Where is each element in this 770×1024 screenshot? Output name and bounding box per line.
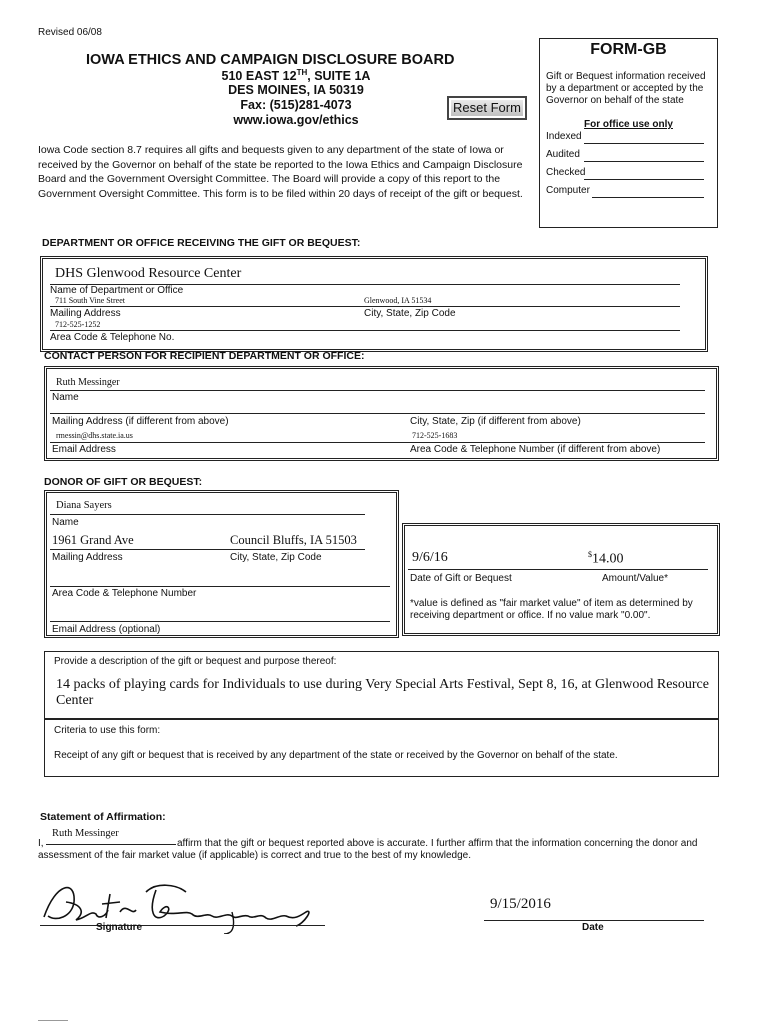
department-name-value[interactable]: DHS Glenwood Resource Center bbox=[55, 266, 242, 281]
department-city-value[interactable]: Glenwood, IA 51534 bbox=[364, 296, 432, 305]
department-name-label: Name of Department or Office bbox=[50, 285, 184, 296]
org-address-line2: DES MOINES, IA 50319 bbox=[228, 83, 364, 97]
indexed-label: Indexed bbox=[546, 131, 582, 142]
donor-section bbox=[44, 490, 399, 638]
department-phone-value[interactable]: 712-525-1252 bbox=[55, 320, 101, 329]
donor-name-value[interactable]: Diana Sayers bbox=[56, 500, 112, 511]
reset-form-button[interactable]: Reset Form bbox=[447, 96, 527, 120]
affirmation-prefix: I, bbox=[38, 838, 44, 849]
computer-label: Computer bbox=[546, 185, 590, 196]
donor-city-label: City, State, Zip Code bbox=[230, 552, 322, 563]
donor-name-label: Name bbox=[52, 517, 79, 528]
org-address-line1: 510 EAST 12TH, SUITE 1A bbox=[221, 68, 371, 84]
gift-value-note: *value is defined as "fair market value" of item as determined by receiving department or office. If no value mark "0.00". bbox=[410, 598, 693, 621]
department-heading: DEPARTMENT OR OFFICE RECEIVING THE GIFT OR BEQUEST: bbox=[42, 237, 361, 249]
affirmation-text-line2: assessment of the fair market value (if applicable) is correct and true to the best of my knowledge. bbox=[38, 850, 471, 861]
checked-label: Checked bbox=[546, 167, 586, 178]
gift-amount-label: Amount/Value* bbox=[602, 573, 668, 584]
org-website: www.iowa.gov/ethics bbox=[233, 113, 359, 127]
form-gb-box bbox=[539, 38, 718, 228]
revised-date: Revised 06/08 bbox=[38, 27, 102, 38]
gift-date-label: Date of Gift or Bequest bbox=[410, 573, 512, 584]
description-label: Provide a description of the gift or bequest and purpose thereof: bbox=[54, 656, 337, 667]
description-value[interactable]: 14 packs of playing cards for Individuals to use during Very Special Arts Festival, Sept 8, 16, at Glenwood Resource Center bbox=[56, 677, 709, 708]
department-phone-label: Area Code & Telephone No. bbox=[50, 332, 175, 343]
gift-amount-value[interactable]: $14.00 bbox=[588, 550, 624, 567]
contact-email-value[interactable]: rmessin@dhs.state.ia.us bbox=[56, 431, 133, 440]
contact-heading: CONTACT PERSON FOR RECIPIENT DEPARTMENT OR OFFICE: bbox=[44, 350, 365, 362]
audited-label: Audited bbox=[546, 149, 580, 160]
contact-phone-value[interactable]: 712-525-1683 bbox=[412, 431, 458, 440]
org-fax: Fax: (515)281-4073 bbox=[240, 98, 352, 112]
gift-date-value[interactable]: 9/6/16 bbox=[412, 550, 448, 565]
form-gb-title: FORM-GB bbox=[590, 41, 667, 58]
donor-city-value[interactable]: Council Bluffs, IA 51503 bbox=[230, 533, 357, 547]
department-mailing-value[interactable]: 711 South Vine Street bbox=[55, 296, 125, 305]
contact-city-label: City, State, Zip (if different from above) bbox=[410, 416, 581, 427]
criteria-text: Receipt of any gift or bequest that is received by any department of the state or received by the Governor on behalf of the state. bbox=[54, 750, 618, 761]
department-city-label: City, State, Zip Code bbox=[364, 308, 456, 319]
department-mailing-label: Mailing Address bbox=[50, 308, 121, 319]
donor-heading: DONOR OF GIFT OR BEQUEST: bbox=[44, 476, 203, 488]
contact-name-label: Name bbox=[52, 392, 79, 403]
date-value[interactable]: 9/15/2016 bbox=[490, 896, 551, 912]
signature-label: Signature bbox=[96, 922, 143, 933]
office-use-heading: For office use only bbox=[584, 119, 673, 130]
intro-paragraph: Iowa Code section 8.7 requires all gifts and bequests given to any department of the state of Iowa or received by the Governor on behalf of the state be reported to the Iowa Ethics and Campaign Disclosure Board and the Government Oversight Committee. The Board will provide a copy of this report to the Government Oversight Committee. This form is to be filed within 20 days of receipt of the gift or bequest. bbox=[38, 144, 523, 200]
affirmation-heading: Statement of Affirmation: bbox=[40, 811, 166, 823]
contact-phone-label: Area Code & Telephone Number (if different from above) bbox=[410, 444, 661, 455]
donor-mailing-value[interactable]: 1961 Grand Ave bbox=[52, 533, 134, 547]
form-gb-description: Gift or Bequest information received by a department or accepted by the Governor on behalf of the state bbox=[546, 71, 706, 106]
contact-mailing-label: Mailing Address (if different from above) bbox=[52, 416, 229, 427]
donor-mailing-label: Mailing Address bbox=[52, 552, 123, 563]
contact-email-label: Email Address bbox=[52, 444, 116, 455]
donor-email-label: Email Address (optional) bbox=[52, 624, 161, 635]
affirmation-name-value[interactable]: Ruth Messinger bbox=[52, 828, 119, 839]
date-label: Date bbox=[582, 922, 604, 933]
criteria-label: Criteria to use this form: bbox=[54, 725, 161, 736]
contact-name-value[interactable]: Ruth Messinger bbox=[56, 377, 120, 388]
affirmation-text: affirm that the gift or bequest reported above is accurate. I further affirm that the information concerning the donor and bbox=[177, 838, 698, 849]
org-name: IOWA ETHICS AND CAMPAIGN DISCLOSURE BOARD bbox=[86, 52, 455, 68]
donor-phone-label: Area Code & Telephone Number bbox=[52, 588, 197, 599]
